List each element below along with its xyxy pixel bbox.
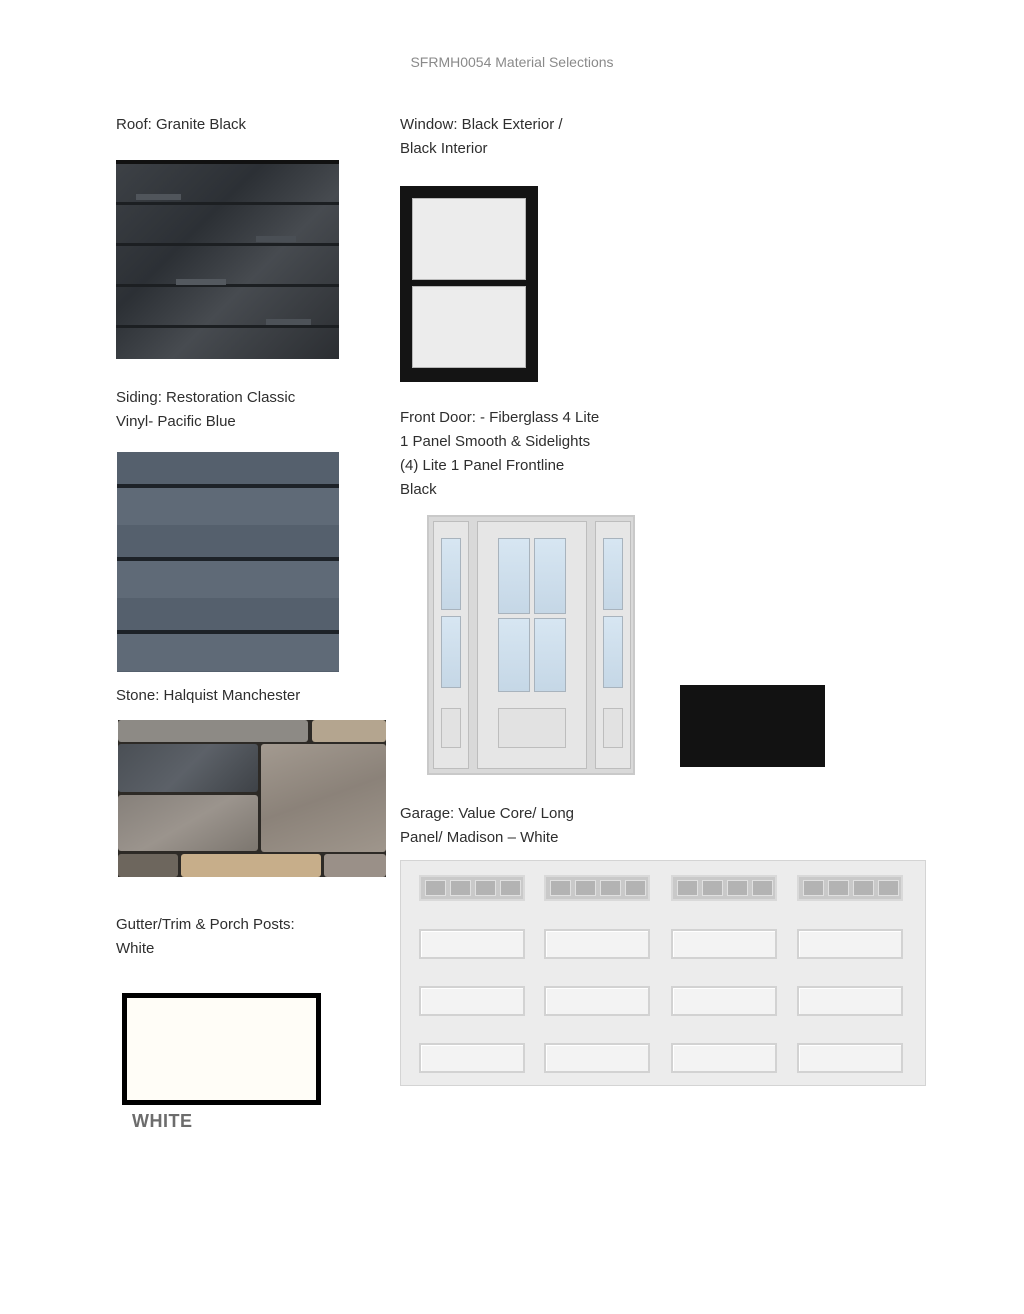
window-label: Window: Black Exterior / Black Interior (400, 116, 563, 157)
white-color-swatch (122, 993, 321, 1105)
garage-panel (671, 1043, 777, 1073)
garage-panel (419, 1043, 525, 1073)
white-swatch-label: WHITE (132, 1111, 193, 1131)
garage-panel (671, 986, 777, 1016)
garage-panel (671, 929, 777, 959)
garage-window (544, 875, 650, 901)
garage-panel (797, 929, 903, 959)
garage-panel (544, 1043, 650, 1073)
garage-label: Garage: Value Core/ Long Panel/ Madison – White (400, 805, 575, 846)
roof-shingle-swatch (116, 160, 339, 359)
garage-panel (544, 986, 650, 1016)
window-swatch (400, 186, 538, 382)
garage-window (671, 875, 777, 901)
gutter-label: Gutter/Trim & Porch Posts: White (116, 916, 295, 957)
right-sidelight (595, 521, 631, 769)
garage-panel (544, 929, 650, 959)
garage-window (797, 875, 903, 901)
window-lower-pane (412, 286, 526, 368)
main-door (477, 521, 587, 769)
garage-panel (797, 986, 903, 1016)
page-title: SFRMH0054 Material Selections (410, 54, 614, 70)
garage-door-image (400, 860, 926, 1086)
roof-label: Roof: Granite Black (116, 116, 247, 133)
stone-label: Stone: Halquist Manchester (116, 687, 301, 704)
siding-swatch (117, 452, 339, 672)
front-door-label: Front Door: - Fiberglass 4 Lite 1 Panel Smooth & Sidelights (4) Lite 1 Panel Frontline Black (400, 409, 600, 498)
stone-swatch (118, 720, 386, 877)
garage-panel (797, 1043, 903, 1073)
garage-window (419, 875, 525, 901)
garage-panel (419, 929, 525, 959)
front-door-image (427, 515, 635, 775)
black-color-swatch (680, 685, 825, 767)
window-upper-pane (412, 198, 526, 280)
siding-label: Siding: Restoration Classic Vinyl- Pacific Blue (116, 389, 296, 430)
left-sidelight (433, 521, 469, 769)
garage-panel (419, 986, 525, 1016)
